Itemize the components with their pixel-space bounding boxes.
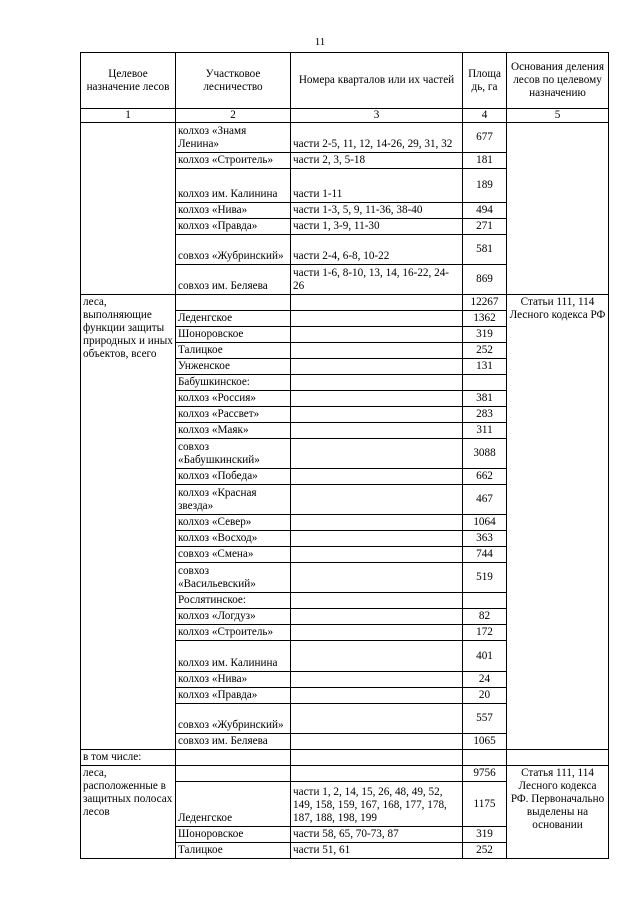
purpose-cell: в том числе: [81,750,176,766]
forestry-cell: колхоз «Правда» [176,219,291,235]
quarters-cell [291,547,463,563]
header-index: 1 [81,109,176,123]
quarters-cell [291,423,463,439]
quarters-cell [291,563,463,593]
forest-purpose-table [80,52,609,859]
forestry-cell: колхоз «Маяк» [176,423,291,439]
forestry-cell: совхоз «Бабушкинский» [176,439,291,469]
area-cell: 869 [463,265,507,295]
forestry-cell: колхоз «Восход» [176,531,291,547]
quarters-cell [291,593,463,609]
area-cell: 677 [463,123,507,153]
forestry-cell: Леденгское [176,782,291,827]
quarters-cell [291,295,463,311]
quarters-cell: части 1, 3-9, 11-30 [291,219,463,235]
quarters-cell [291,641,463,672]
quarters-cell [291,750,463,766]
header-area: Площа дь, га [463,53,507,109]
area-cell [463,750,507,766]
area-cell: 1362 [463,311,507,327]
quarters-cell [291,688,463,704]
quarters-cell [291,625,463,641]
basis-cell: Статьи 111, 114 Лесного кодекса РФ [507,295,609,750]
header-index: 2 [176,109,291,123]
forestry-cell: Талицкое [176,343,291,359]
forestry-cell: Шоноровское [176,327,291,343]
area-cell: 494 [463,203,507,219]
area-cell: 172 [463,625,507,641]
quarters-cell: части 2-4, 6-8, 10-22 [291,235,463,265]
quarters-cell [291,311,463,327]
area-cell [463,593,507,609]
forestry-cell: Унженское [176,359,291,375]
forestry-cell: Рослятинское: [176,593,291,609]
forestry-cell: колхоз «Строитель» [176,625,291,641]
table-body [81,123,609,859]
header-index: 5 [507,109,609,123]
forestry-cell: колхоз «Нива» [176,203,291,219]
quarters-cell [291,343,463,359]
quarters-cell: части 1-11 [291,169,463,203]
forestry-cell: колхоз им. Калинина [176,641,291,672]
quarters-cell [291,531,463,547]
header-quarters: Номера кварталов или их частей [291,53,463,109]
purpose-cell: леса, расположенные в защитных полосах лесов [81,766,176,859]
purpose-cell: леса, выполняющие функции защиты природных и иных объектов, всего [81,295,176,750]
basis-cell: Статья 111, 114 Лесного кодекса РФ. Первоначально выделены на основании [507,766,609,859]
area-cell: 12267 [463,295,507,311]
forestry-cell: колхоз им. Калинина [176,169,291,203]
quarters-cell [291,391,463,407]
quarters-cell: части 2-5, 11, 12, 14-26, 29, 31, 32 [291,123,463,153]
area-cell: 1065 [463,734,507,750]
quarters-cell [291,734,463,750]
forestry-cell: колхоз «Логдуз» [176,609,291,625]
quarters-cell [291,327,463,343]
header-index: 4 [463,109,507,123]
quarters-cell [291,609,463,625]
forestry-cell: колхоз «Красная звезда» [176,485,291,515]
forestry-cell: колхоз «Правда» [176,688,291,704]
quarters-cell: части 1, 2, 14, 15, 26, 48, 49, 52, 149, 158, 159, 167, 168, 177, 178, 187, 188, 198, 199 [291,782,463,827]
area-cell: 271 [463,219,507,235]
area-cell: 181 [463,153,507,169]
header-basis: Основания деления лесов по целевому назначению [507,53,609,109]
forestry-cell: совхоз им. Беляева [176,265,291,295]
quarters-cell: части 1-3, 5, 9, 11-36, 38-40 [291,203,463,219]
area-cell: 662 [463,469,507,485]
basis-cell [507,750,609,766]
table-row [81,750,609,766]
quarters-cell: части 58, 65, 70-73, 87 [291,827,463,843]
area-cell: 283 [463,407,507,423]
forestry-cell: совхоз «Жубринский» [176,704,291,734]
area-cell: 319 [463,827,507,843]
quarters-cell: части 2, 3, 5-18 [291,153,463,169]
quarters-cell [291,407,463,423]
area-cell: 467 [463,485,507,515]
area-cell: 252 [463,343,507,359]
forestry-cell [176,750,291,766]
forestry-cell: Шоноровское [176,827,291,843]
forestry-cell: совхоз «Васильевский» [176,563,291,593]
area-cell [463,375,507,391]
header-forestry: Участковое лесничество [176,53,291,109]
area-cell: 401 [463,641,507,672]
forestry-cell: совхоз «Смена» [176,547,291,563]
forestry-cell: колхоз «Нива» [176,672,291,688]
area-cell: 744 [463,547,507,563]
basis-cell [507,123,609,295]
quarters-cell [291,375,463,391]
forestry-cell: колхоз «Рассвет» [176,407,291,423]
area-cell: 381 [463,391,507,407]
area-cell: 311 [463,423,507,439]
forestry-cell [176,766,291,782]
forestry-cell: Талицкое [176,843,291,859]
forestry-cell: Леденгское [176,311,291,327]
quarters-cell [291,485,463,515]
quarters-cell [291,515,463,531]
quarters-cell [291,359,463,375]
quarters-cell: части 1-6, 8-10, 13, 14, 16-22, 24-26 [291,265,463,295]
header-index: 3 [291,109,463,123]
area-cell: 82 [463,609,507,625]
quarters-cell [291,672,463,688]
area-cell: 189 [463,169,507,203]
purpose-cell [81,123,176,295]
area-cell: 131 [463,359,507,375]
forestry-cell: колхоз «Знамя Ленина» [176,123,291,153]
header-purpose: Целевое назначение лесов [81,53,176,109]
forestry-cell: колхоз «Строитель» [176,153,291,169]
area-cell: 519 [463,563,507,593]
area-cell: 581 [463,235,507,265]
quarters-cell [291,704,463,734]
forestry-cell: колхоз «Север» [176,515,291,531]
table-row [81,123,609,153]
area-cell: 1064 [463,515,507,531]
area-cell: 252 [463,843,507,859]
forestry-cell [176,295,291,311]
table-row [81,766,609,782]
forestry-cell: колхоз «Победа» [176,469,291,485]
area-cell: 319 [463,327,507,343]
area-cell: 363 [463,531,507,547]
forestry-cell: совхоз «Жубринский» [176,235,291,265]
area-cell: 3088 [463,439,507,469]
quarters-cell [291,439,463,469]
forestry-cell: совхоз им. Беляева [176,734,291,750]
area-cell: 9756 [463,766,507,782]
area-cell: 1175 [463,782,507,827]
quarters-cell [291,469,463,485]
area-cell: 24 [463,672,507,688]
page-number: 11 [314,36,326,48]
quarters-cell: части 51, 61 [291,843,463,859]
forestry-cell: колхоз «Россия» [176,391,291,407]
quarters-cell [291,766,463,782]
forestry-cell: Бабушкинское: [176,375,291,391]
area-cell: 20 [463,688,507,704]
area-cell: 557 [463,704,507,734]
table-row [81,295,609,311]
